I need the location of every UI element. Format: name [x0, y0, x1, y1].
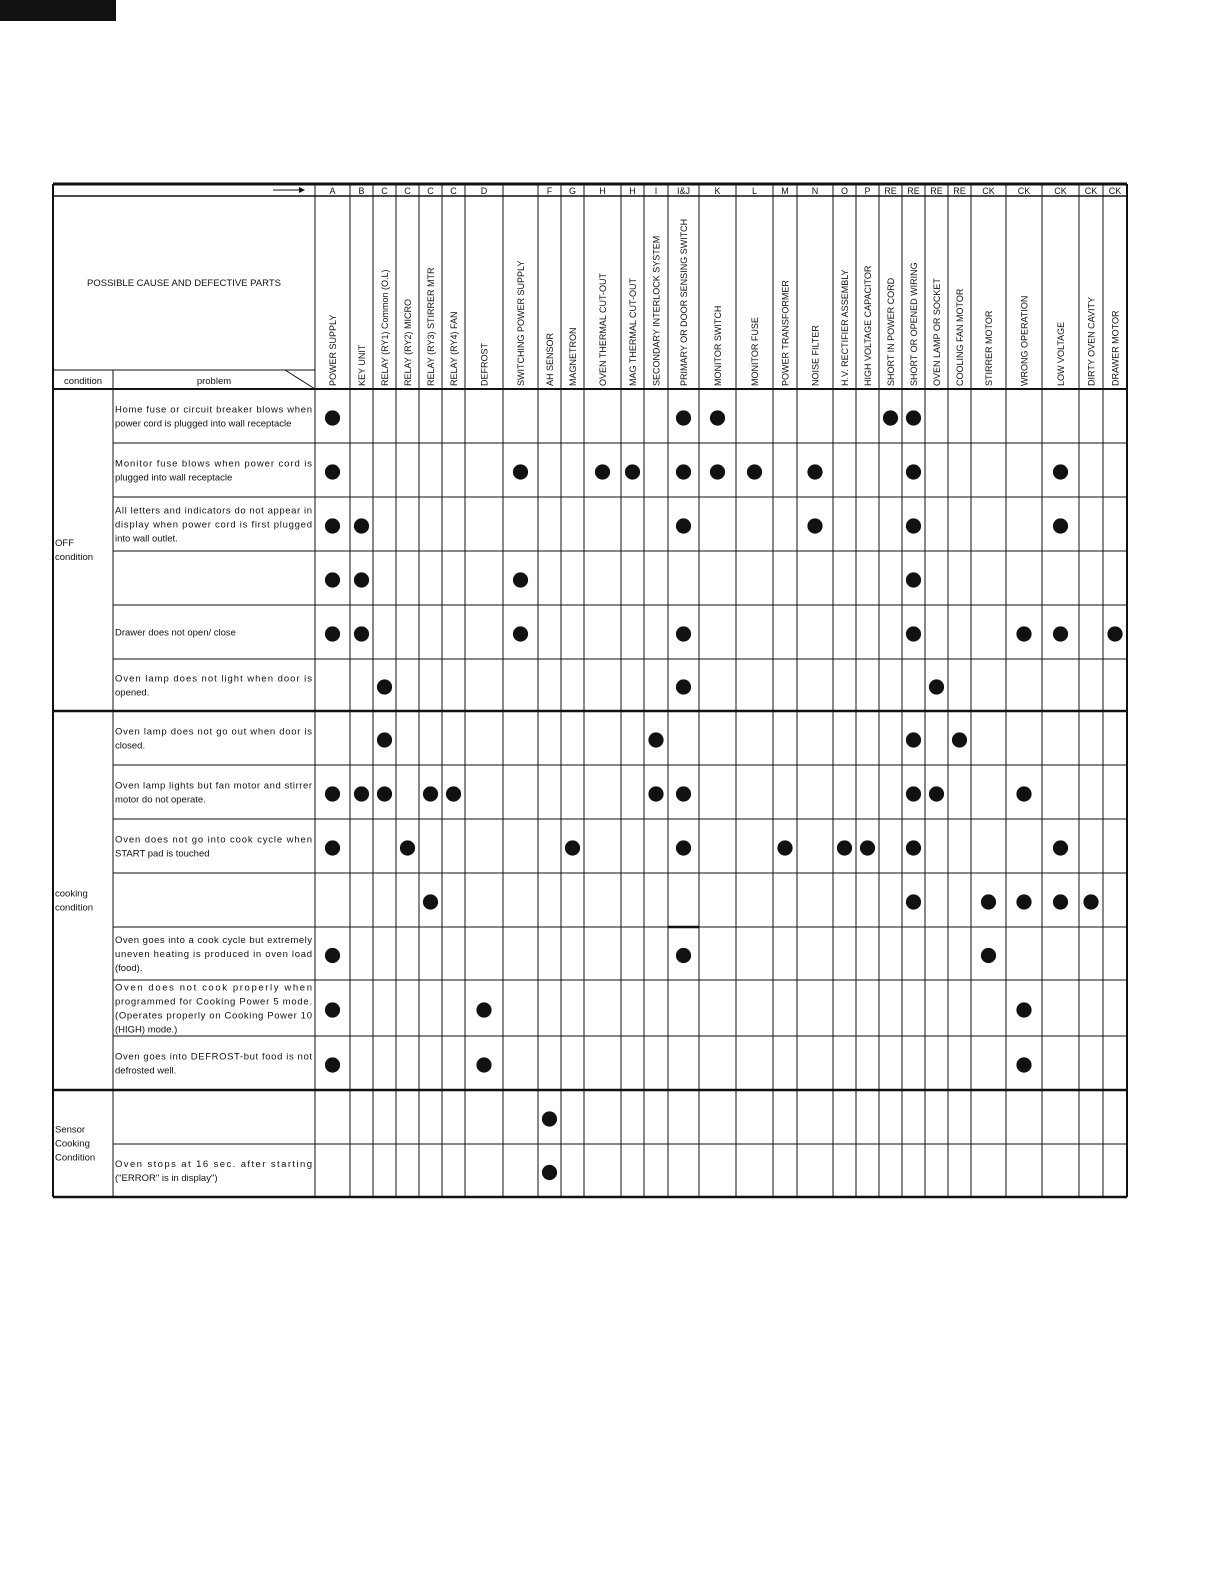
problem-text: into wall outlet.	[115, 533, 178, 545]
column-name: MONITOR FUSE	[750, 317, 760, 386]
defect-dot	[513, 572, 528, 587]
defect-dot	[676, 410, 691, 425]
column-code: I	[654, 186, 658, 196]
defect-dot	[325, 518, 340, 533]
defect-dot	[1053, 464, 1068, 479]
column-name: MONITOR SWITCH	[713, 305, 723, 386]
column-name: OVEN THERMAL CUT-OUT	[598, 272, 608, 386]
problem-text: Drawer does not open/ close	[115, 627, 236, 639]
defect-dot	[446, 786, 461, 801]
problem-text: START pad is touched	[115, 848, 210, 860]
column-name: SHORT OR OPENED WIRING	[909, 262, 919, 386]
defect-dot	[929, 679, 944, 694]
header-diagonal	[285, 370, 315, 389]
defect-dot	[325, 1057, 340, 1072]
problem-text: (Operates properly on Cooking Power 10	[115, 1010, 312, 1022]
column-code: F	[546, 186, 553, 196]
defect-dot	[929, 786, 944, 801]
column-code: N	[811, 186, 819, 196]
defect-dot	[710, 410, 725, 425]
problem-text: Oven goes into DEFROST-but food is not	[115, 1051, 312, 1063]
defect-dot	[354, 518, 369, 533]
defect-dot	[676, 518, 691, 533]
column-name: HIGH VOLTAGE CAPACITOR	[863, 265, 873, 386]
condition-group-label: Cooking	[55, 1138, 90, 1150]
defect-dot	[354, 786, 369, 801]
defect-dot	[1016, 1057, 1031, 1072]
column-name: LOW VOLTAGE	[1056, 321, 1066, 386]
column-code: C	[450, 186, 457, 196]
problem-text: All letters and indicators do not appear in	[115, 505, 312, 517]
problem-text: uneven heating is produced in oven load	[115, 949, 312, 960]
problem-text: opened.	[115, 687, 150, 699]
defect-dot	[676, 626, 691, 641]
defect-dot	[325, 626, 340, 641]
column-code: CK	[1084, 186, 1098, 196]
column-code: B	[358, 186, 365, 196]
column-code: C	[427, 186, 434, 196]
defect-dot	[1016, 894, 1031, 909]
condition-group-label: cooking	[55, 888, 88, 900]
problem-text: power cord is plugged into wall receptacle	[115, 418, 292, 430]
column-code: H	[599, 186, 606, 196]
column-name: POWER SUPPLY	[328, 314, 338, 386]
column-code: K	[714, 186, 721, 196]
defect-dot	[676, 948, 691, 963]
defect-dot	[906, 894, 921, 909]
defect-dot	[981, 948, 996, 963]
defect-dot	[354, 626, 369, 641]
defect-dot	[710, 464, 725, 479]
problem-text: (HIGH) mode.)	[115, 1024, 178, 1036]
defect-dot	[542, 1111, 557, 1126]
defect-dot	[625, 464, 640, 479]
problem-text: Oven lamp lights but fan motor and stirrer	[115, 780, 312, 792]
defect-dot	[423, 894, 438, 909]
problem-text: Oven stops at 16 sec. after starting	[115, 1159, 312, 1170]
problem-label: problem	[196, 376, 232, 387]
defect-dot	[952, 732, 967, 747]
defect-dot	[807, 518, 822, 533]
defect-dot	[906, 410, 921, 425]
column-name: PRIMARY OR DOOR SENSING SWITCH	[679, 218, 689, 386]
defect-dot	[325, 464, 340, 479]
defect-dot	[1016, 1002, 1031, 1017]
defect-dot	[906, 626, 921, 641]
column-name: KEY UNIT	[357, 344, 367, 386]
column-name: RELAY (RY1) Common (O.L)	[380, 269, 390, 386]
defect-dot	[906, 840, 921, 855]
column-name: SHORT IN POWER CORD	[886, 277, 896, 386]
problem-text: Oven lamp does not light when door is	[115, 673, 312, 685]
defect-dot	[981, 894, 996, 909]
problem-text: defrosted well.	[115, 1065, 177, 1077]
column-name: MAG THERMAL CUT-OUT	[628, 277, 638, 386]
condition-group-label: condition	[55, 552, 94, 563]
column-code: M	[781, 186, 789, 196]
defect-dot	[676, 786, 691, 801]
column-name: OVEN LAMP OR SOCKET	[932, 278, 942, 386]
condition-group-label: condition	[55, 902, 94, 914]
problem-text: (food).	[115, 963, 143, 974]
defect-dot	[476, 1057, 491, 1072]
problem-text: Monitor fuse blows when power cord is	[115, 458, 312, 470]
column-code: RE	[907, 186, 920, 196]
defect-dot	[906, 518, 921, 533]
problem-text: Oven lamp does not go out when door is	[115, 726, 312, 738]
condition-group-label: OFF	[55, 538, 74, 549]
column-name: DEFROST	[479, 342, 490, 386]
defect-dot	[906, 732, 921, 747]
column-name: RELAY (RY2) MICRO	[403, 298, 413, 386]
problem-text: Oven does not go into cook cycle when	[115, 834, 312, 846]
defect-dot	[648, 786, 663, 801]
defect-dot	[648, 732, 663, 747]
defect-dot	[1053, 626, 1068, 641]
condition-group-label: Condition	[55, 1152, 96, 1164]
column-code: RE	[930, 186, 943, 196]
problem-text: plugged into wall receptacle	[115, 472, 233, 484]
defect-dot	[1016, 626, 1031, 641]
defect-dot	[777, 840, 792, 855]
column-name: DIRTY OVEN CAVITY	[1086, 296, 1097, 386]
defect-dot	[325, 840, 340, 855]
column-code: D	[480, 186, 488, 196]
condition-label: condition	[63, 376, 103, 387]
column-code: CK	[1108, 186, 1122, 196]
defect-dot	[377, 732, 392, 747]
defect-dot	[325, 948, 340, 963]
column-name: SWITCHING POWER SUPPLY	[516, 260, 526, 386]
defect-dot	[1053, 894, 1068, 909]
column-name: RELAY (RY4) FAN	[449, 311, 459, 386]
column-name: NOISE FILTER	[810, 325, 821, 386]
defect-dot	[1083, 894, 1098, 909]
column-code: I&J	[676, 186, 691, 196]
column-name: COOLING FAN MOTOR	[955, 288, 965, 386]
column-name: MAGNETRON	[568, 327, 578, 386]
defect-dot	[1053, 840, 1068, 855]
column-code: CK	[1017, 186, 1031, 196]
defect-dot	[883, 410, 898, 425]
defect-dot	[325, 786, 340, 801]
condition-group-label: Sensor	[55, 1124, 86, 1136]
defect-dot	[676, 464, 691, 479]
defect-dot	[354, 572, 369, 587]
column-name: AH SENSOR	[545, 332, 555, 386]
defect-dot	[513, 626, 528, 641]
column-name: RELAY (RY3) STIRRER MTR	[426, 267, 436, 386]
defect-dot	[906, 786, 921, 801]
defect-dot	[325, 1002, 340, 1017]
column-code: P	[864, 186, 871, 196]
column-code: A	[329, 186, 336, 196]
column-code: CK	[982, 186, 995, 196]
problem-text: motor do not operate.	[115, 794, 206, 806]
defect-dot	[595, 464, 610, 479]
defect-dot	[423, 786, 438, 801]
defect-dot	[377, 679, 392, 694]
column-code: H	[629, 186, 636, 196]
column-code: RE	[953, 186, 966, 196]
problem-text: Home fuse or circuit breaker blows when	[115, 404, 312, 416]
column-name: STIRRER MOTOR	[984, 310, 994, 386]
defect-dot	[513, 464, 528, 479]
problem-text: ("ERROR" is in display")	[115, 1173, 218, 1184]
problem-text: programmed for Cooking Power 5 mode.	[115, 996, 312, 1008]
defect-dot	[325, 572, 340, 587]
problem-text: closed.	[115, 740, 146, 752]
defect-dot	[1107, 626, 1122, 641]
defect-dot	[400, 840, 415, 855]
column-code: L	[751, 186, 758, 196]
defect-dot	[476, 1002, 491, 1017]
column-name: DRAWER MOTOR	[1110, 310, 1121, 386]
defect-dot	[565, 840, 580, 855]
defect-dot	[1053, 518, 1068, 533]
defect-dot	[676, 840, 691, 855]
column-name: H.V. RECTIFIER ASSEMBLY	[840, 269, 850, 386]
problem-text: display when power cord is first plugged	[115, 519, 312, 531]
arrow-head	[299, 187, 305, 193]
column-code: RE	[884, 186, 897, 196]
defect-dot	[906, 464, 921, 479]
header-title: POSSIBLE CAUSE AND DEFECTIVE PARTS	[87, 278, 281, 289]
defect-dot	[542, 1165, 557, 1180]
problem-text: Oven goes into a cook cycle but extremely	[115, 935, 312, 946]
column-code: CK	[1054, 186, 1067, 196]
defect-dot	[747, 464, 762, 479]
defect-dot	[377, 786, 392, 801]
column-code: C	[404, 186, 411, 196]
defect-dot	[325, 410, 340, 425]
column-name: WRONG OPERATION	[1019, 295, 1030, 386]
defect-dot	[1016, 786, 1031, 801]
column-code: C	[381, 186, 388, 196]
defect-dot	[860, 840, 875, 855]
defect-dot	[807, 464, 822, 479]
defect-dot	[906, 572, 921, 587]
column-name: SECONDARY INTERLOCK SYSTEM	[651, 235, 662, 386]
column-code: G	[568, 186, 577, 196]
defect-dot	[837, 840, 852, 855]
column-code: O	[840, 186, 849, 196]
defect-dot	[676, 679, 691, 694]
column-name: POWER TRANSFORMER	[780, 280, 791, 386]
problem-text: Oven does not cook properly when	[115, 982, 312, 994]
